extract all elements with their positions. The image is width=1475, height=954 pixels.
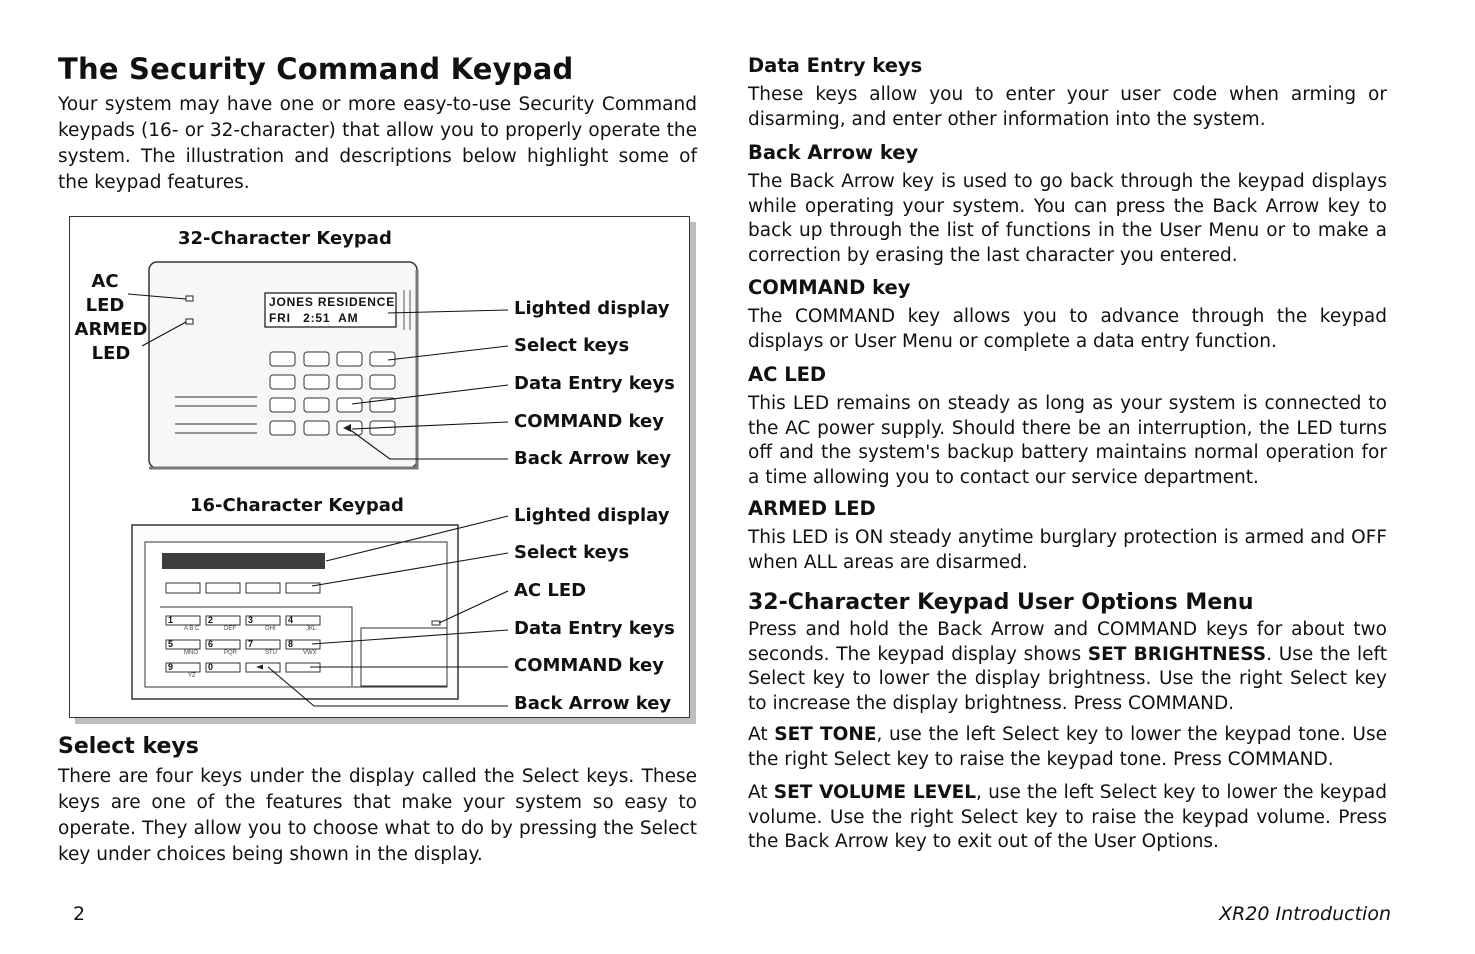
key-letters-label: JKL: [306, 626, 317, 632]
keypad32-key: [337, 375, 362, 389]
keypad-32-title: 32-Character Keypad: [178, 228, 392, 249]
user-options-paragraph-3: At SET VOLUME LEVEL, use the left Select key to lower the keypad volume. Use the right Select key to raise the keypad volume. Press the Back Arrow key to exit out of the User Options.: [748, 782, 1387, 852]
data-entry-heading: Data Entry keys: [748, 54, 923, 77]
select-key: [286, 583, 320, 593]
page-title: The Security Command Keypad: [58, 52, 574, 86]
ac-led-heading: AC LED: [748, 363, 827, 386]
key-number-label: 5: [168, 639, 174, 649]
intro-paragraph: Your system may have one or more easy-to-use Security Command keypads (16- or 32-character) that allow you to properly operate the system. The illustration and descriptions below highlight some of the keypad features.: [58, 94, 697, 193]
keypad32-key: [304, 352, 329, 366]
back-arrow-paragraph: The Back Arrow key is used to go back through the keypad displays while operating your system. You can press the Back Arrow key to back up through the list of functions in the User Menu or to make a correction by erasing the last character you entered.: [748, 171, 1387, 266]
keypad32-key: [270, 375, 295, 389]
callout-label: Lighted display: [514, 298, 670, 319]
back-arrow-heading: Back Arrow key: [748, 141, 919, 164]
select-key: [246, 583, 280, 593]
callout-label: Lighted display: [514, 505, 670, 526]
key-number-label: 1: [168, 615, 174, 625]
footer-section-title: XR20 Introduction: [1219, 903, 1391, 925]
callout-label: Select keys: [514, 542, 630, 563]
keypad32-key: [337, 352, 362, 366]
callout-label: Back Arrow key: [514, 448, 672, 469]
user-options-paragraph-2: At SET TONE, use the left Select key to lower the keypad tone. Use the right Select key to raise the keypad tone. Press COMMAND.: [748, 724, 1387, 770]
keypad-16-drawing: [132, 525, 458, 699]
key-number-label: 7: [248, 639, 254, 649]
keypad32-key: [270, 352, 295, 366]
callout-label: Back Arrow key: [514, 693, 672, 714]
key-letters-label: MNO: [184, 650, 198, 656]
select-key: [206, 583, 240, 593]
ac-led-paragraph: This LED remains on steady as long as your system is connected to the AC power supply. Should there be an interruption, the LED turns off and the system's backup battery maintains normal operation for a time allowing you to contact our service department.: [748, 393, 1387, 488]
command-paragraph: The COMMAND key allows you to advance through the keypad displays or User Menu or complete a data entry function.: [748, 306, 1387, 352]
keypad32-key: [304, 421, 329, 435]
user-options-paragraph-1: Press and hold the Back Arrow and COMMAND keys for about two seconds. The keypad display shows SET BRIGHTNESS. Use the left Select key to lower the display brightness. Use the right Select key to increase the display brightness. Press COMMAND.: [748, 619, 1387, 714]
keypad-16-title: 16-Character Keypad: [190, 495, 404, 516]
armed-led-heading: ARMED LED: [748, 497, 876, 520]
key-letters-label: PQR: [224, 650, 238, 656]
keypad32-key: [304, 398, 329, 412]
select-key: [166, 583, 200, 593]
keypad32-key: [337, 398, 362, 412]
key-number-label: 4: [288, 615, 294, 625]
data-entry-paragraph: These keys allow you to enter your user code when arming or disarming, and enter other information into the system.: [748, 84, 1387, 130]
key-number-label: 2: [208, 615, 214, 625]
ac-led-label: AC LED: [85, 271, 125, 316]
lcd-line-2: FRI 2:51 AM: [269, 311, 359, 325]
key-number-label: 8: [288, 639, 294, 649]
select-keys-paragraph: There are four keys under the display called the Select keys. These keys are one of the features that make your system so easy to operate. They allow you to choose what to do by pressing the Select key under choices being shown in the display.: [58, 766, 697, 865]
key-letters-label: DEF: [224, 626, 236, 632]
callout-label: Data Entry keys: [514, 373, 675, 394]
select-keys-heading: Select keys: [58, 734, 199, 759]
keypad32-key: [370, 352, 395, 366]
lcd-line-1: JONES RESIDENCE: [269, 295, 396, 309]
armed-led-label: ARMED LED: [74, 319, 148, 364]
armed-led-paragraph: This LED is ON steady anytime burglary protection is armed and OFF when ALL areas are disarmed.: [748, 527, 1387, 573]
callout-label: AC LED: [514, 580, 587, 601]
keypad32-key: [304, 375, 329, 389]
command-heading: COMMAND key: [748, 276, 911, 299]
callout-label: Data Entry keys: [514, 618, 675, 639]
key-number-label: 3: [248, 615, 254, 625]
key-number-label: 6: [208, 639, 214, 649]
callout-label: Select keys: [514, 335, 630, 356]
key-letters-label: A B C: [184, 626, 200, 632]
key-letters-label: VWX: [303, 650, 317, 656]
keypad32-key: [370, 375, 395, 389]
callout-label: COMMAND key: [514, 411, 664, 432]
key-number-label: 9: [168, 662, 174, 672]
key-letters-label: GHI: [265, 626, 276, 632]
keypad32-key: [270, 398, 295, 412]
keypad32-key: [270, 421, 295, 435]
key-letters-label: YZ: [188, 673, 196, 679]
callout-label: COMMAND key: [514, 655, 664, 676]
key-number-label: 0: [208, 662, 214, 672]
key-letters-label: STU: [265, 650, 277, 656]
page-number: 2: [73, 903, 86, 925]
user-options-heading: 32-Character Keypad User Options Menu: [748, 590, 1254, 615]
